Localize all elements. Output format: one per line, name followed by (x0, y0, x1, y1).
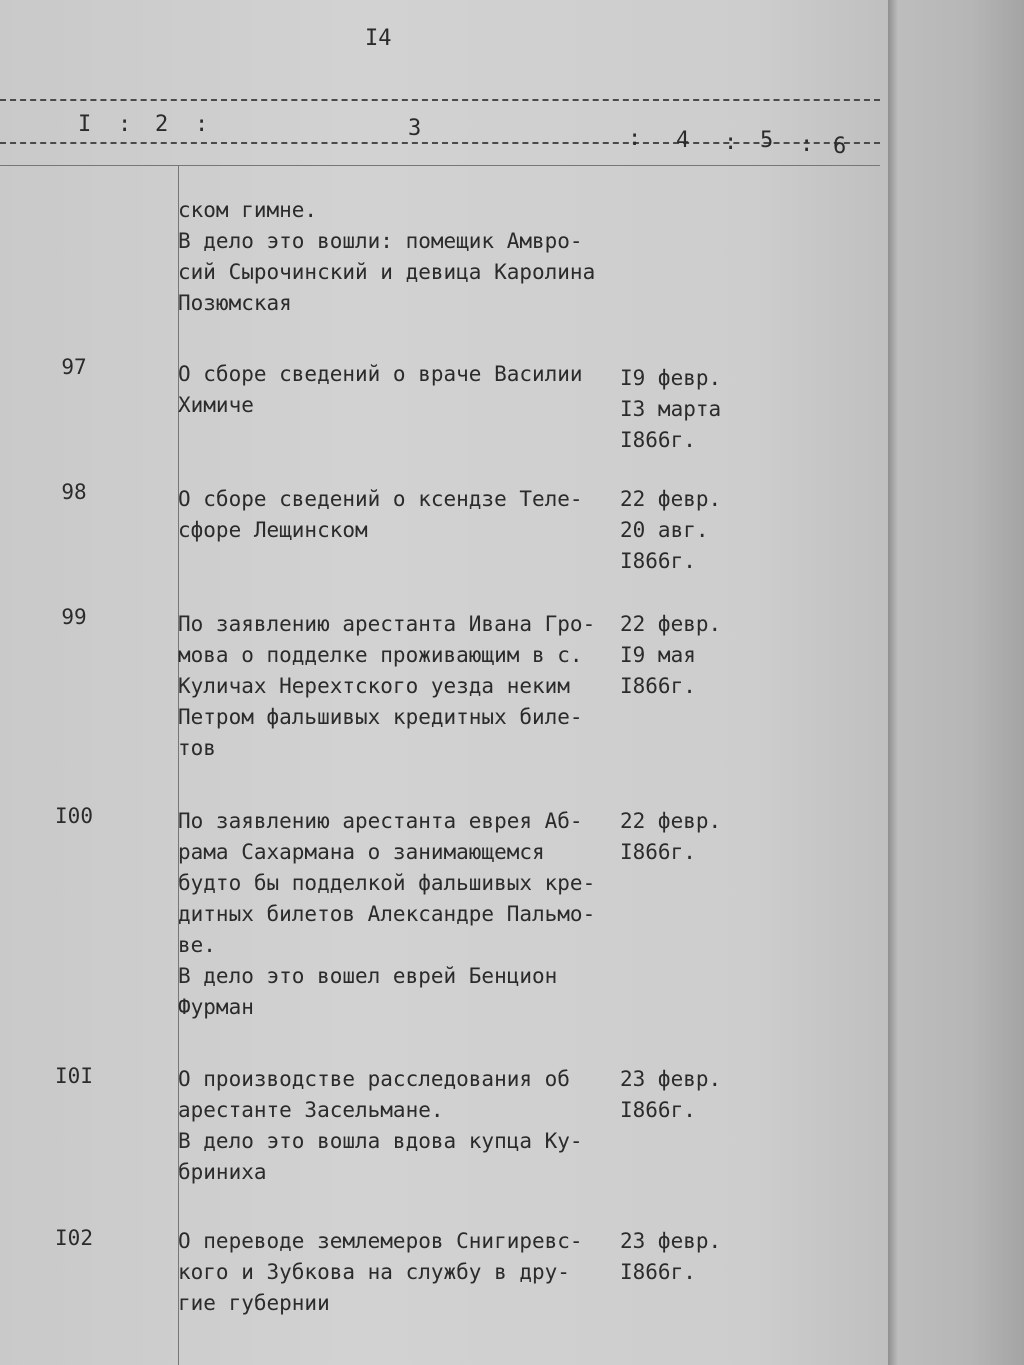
header-sep: : (724, 130, 738, 155)
header-sep: : (800, 132, 814, 157)
header-rule-line (0, 165, 880, 166)
header-col-5: 5 (760, 128, 774, 153)
entry-description: О сборе сведений о враче Василии Химиче (178, 362, 583, 417)
entry-dates: 22 февр. I866г. (620, 809, 722, 864)
entry-description: О сборе сведений о ксендзе Теле- сфоре Лещинском (178, 487, 583, 542)
header-col-2: 2 (155, 112, 169, 137)
header-col-4: 4 (676, 128, 690, 153)
continuation-text: ском гимне. В дело это вошли: помещик Амвро- сий Сырочинский и девица Каролина Позюмская (178, 198, 596, 315)
entry-description: О переводе землемеров Снигиревс- кого и Зубкова на службу в дру- гие губернии (178, 1229, 583, 1315)
header-rule-top (0, 99, 880, 101)
entry-dates: I9 февр. I3 марта I866г. (620, 366, 722, 452)
entry-number: I00 (55, 804, 93, 828)
entry-number: I02 (55, 1226, 93, 1250)
page-edge-background (888, 0, 1024, 1365)
entry-description: По заявлению арестанта еврея Аб- рама Сахармана о занимающемся будто бы подделкой фальшивых кре- дитных билетов Александре Пальмо- ве. В дело это вошел еврей Бенцион Фурман (178, 809, 596, 1019)
entry-number: 98 (61, 480, 87, 504)
entry-number: 97 (61, 355, 87, 379)
header-sep: : (195, 112, 209, 137)
header-col-6: 6 (833, 134, 847, 159)
entry-description: О производстве расследования об арестанте Засельмане. В дело это вошла вдова купца Ку- бриниха (178, 1067, 583, 1184)
entry-dates: 22 февр. I9 мая I866г. (620, 612, 722, 698)
entry-dates: 22 февр. 20 авг. I866г. (620, 487, 722, 573)
header-rule-bottom (0, 142, 880, 144)
page-number: I4 (365, 26, 392, 51)
entry-number: I0I (55, 1064, 93, 1088)
entry-dates: 23 февр. I866г. (620, 1067, 722, 1122)
header-sep: : (118, 112, 132, 137)
entry-number: 99 (61, 605, 87, 629)
header-col-1: I (78, 112, 92, 137)
header-sep: : (628, 126, 642, 151)
header-col-3: 3 (408, 116, 422, 141)
entry-dates: 23 февр. I866г. (620, 1229, 722, 1284)
entry-description: По заявлению арестанта Ивана Гро- мова о подделке проживающим в с. Куличах Нерехтского уезда неким Петром фальшивых кредитных биле- тов (178, 612, 596, 760)
